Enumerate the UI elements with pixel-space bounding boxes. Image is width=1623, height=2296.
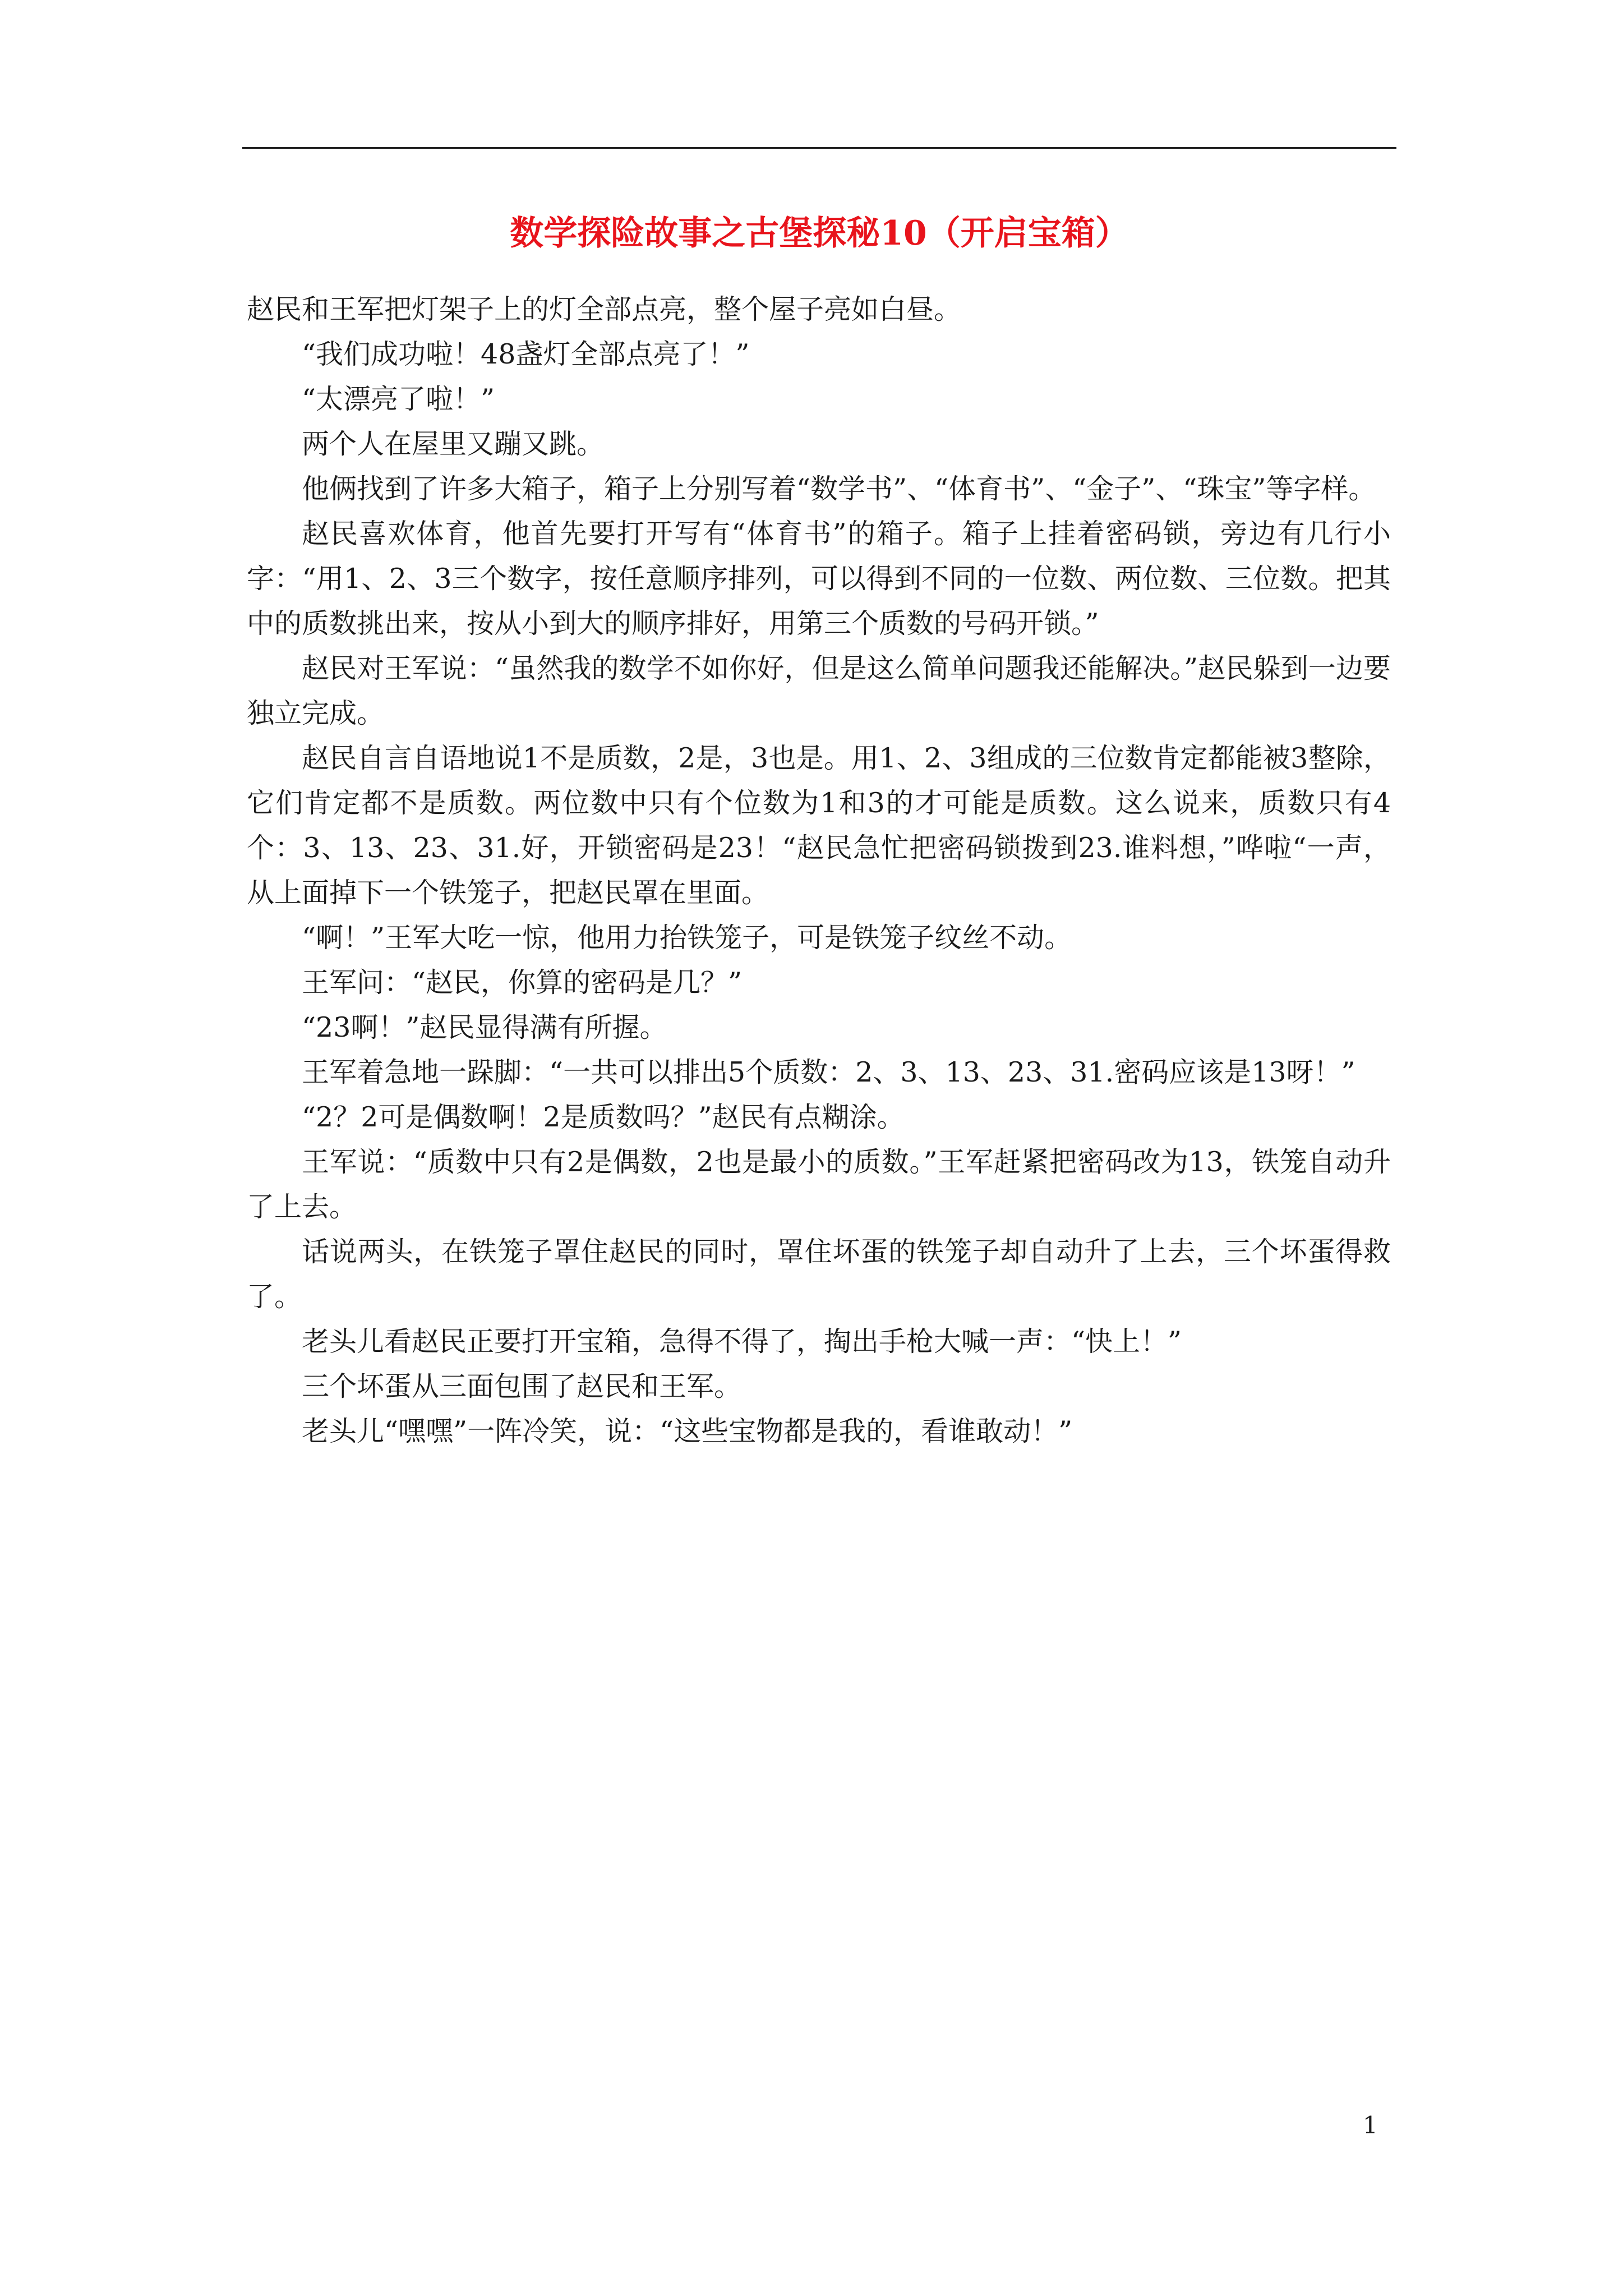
paragraph: 赵民对王军说：“虽然我的数学不如你好，但是这么简单问题我还能解决。”赵民躲到一边要独立完成。 <box>247 652 1391 729</box>
paragraph: 老头儿看赵民正要打开宝箱，急得不得了，掏出手枪大喊一声：“快上！” <box>302 1326 1182 1358</box>
paragraph: 话说两头，在铁笼子罩住赵民的同时，罩住坏蛋的铁笼子却自动升了上去，三个坏蛋得救了。 <box>247 1236 1391 1313</box>
paragraph: 王军着急地一跺脚：“一共可以排出5个质数：2、3、13、23、31.密码应该是13呀！” <box>302 1056 1355 1088</box>
paragraph: 王军说：“质数中只有2是偶数，2也是最小的质数。”王军赶紧把密码改为13，铁笼自动升了上去。 <box>247 1146 1391 1223</box>
paragraph: 三个坏蛋从三面包围了赵民和王军。 <box>302 1370 742 1402</box>
paragraph: 王军问：“赵民，你算的密码是几？” <box>302 967 743 999</box>
paragraph: 赵民和王军把灯架子上的灯全部点亮，整个屋子亮如白昼。 <box>247 293 962 325</box>
paragraph: 赵民自言自语地说1不是质数，2是，3也是。用1、2、3组成的三位数肯定都能被3整除，它们肯定都不是质数。两位数中只有个位数为1和3的才可能是质数。这么说来，质数只有4个：3、13、23、31.好，开锁密码是23！“赵民急忙把密码锁拨到23.谁料想，”哗啦“一声，从上面掉下一个铁笼子，把赵民罩在里面。 <box>247 742 1391 909</box>
paragraph: 他俩找到了许多大箱子，箱子上分别写着“数学书”、“体育书”、“金子”、“珠宝”等字样。 <box>302 473 1376 505</box>
paragraph: “2？2可是偶数啊！2是质数吗？”赵民有点糊涂。 <box>302 1101 905 1133</box>
page-number: 1 <box>1363 2111 1378 2139</box>
paragraph: 老头儿“嘿嘿”一阵冷笑，说：“这些宝物都是我的，看谁敢动！” <box>302 1415 1073 1447</box>
header-rule <box>242 147 1396 149</box>
paragraph: “太漂亮了啦！” <box>302 383 495 415</box>
story-body <box>247 287 1391 1454</box>
paragraph: 赵民喜欢体育，他首先要打开写有“体育书”的箱子。箱子上挂着密码锁，旁边有几行小字：“用1、2、3三个数字，按任意顺序排列，可以得到不同的一位数、两位数、三位数。把其中的质数挑出来，按从小到大的顺序排好，用第三个质数的号码开锁。” <box>247 518 1391 639</box>
document-title: 数学探险故事之古堡探秘10（开启宝箱） <box>510 214 1129 253</box>
paragraph: “23啊！”赵民显得满有所握。 <box>302 1011 667 1043</box>
paragraph: 两个人在屋里又蹦又跳。 <box>302 428 605 460</box>
paragraph: “我们成功啦！48盏灯全部点亮了！” <box>302 338 750 370</box>
paragraph: “啊！”王军大吃一惊，他用力抬铁笼子，可是铁笼子纹丝不动。 <box>302 922 1072 954</box>
